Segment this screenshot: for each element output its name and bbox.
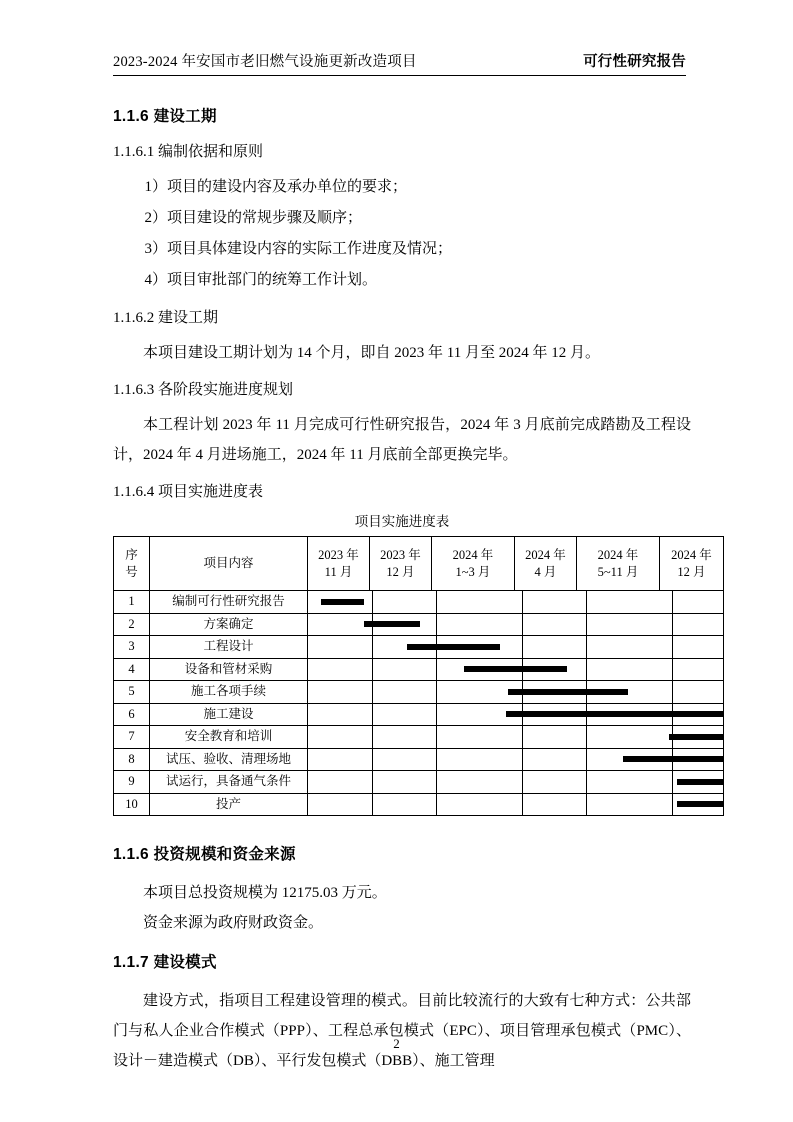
- cell-gantt-lane: [308, 591, 724, 614]
- cell-task-name: 施工各项手续: [150, 681, 308, 704]
- column-header-month-2024-4: 2024 年 4 月: [515, 537, 577, 591]
- cell-task-name: 试运行，具备通气条件: [150, 771, 308, 794]
- column-header-month-2023-12: 2023 年 12 月: [370, 537, 432, 591]
- gantt-gridline: [672, 681, 673, 704]
- table-row: [114, 681, 724, 704]
- cell-task-name: 试压、验收、清理场地: [150, 748, 308, 771]
- project-schedule-table: [113, 536, 724, 816]
- gantt-lane: [308, 771, 723, 793]
- gantt-bar: [508, 689, 628, 695]
- cell-row-number: 10: [114, 793, 150, 816]
- column-header-month-2023-11: 2023 年 11 月: [308, 537, 370, 591]
- cell-row-number: 7: [114, 726, 150, 749]
- gantt-gridline: [436, 681, 437, 704]
- gantt-gridline: [522, 591, 523, 614]
- table-header-row: [114, 537, 724, 591]
- gantt-gridline: [436, 749, 437, 772]
- gantt-gridline: [522, 794, 523, 817]
- cell-gantt-lane: [308, 703, 724, 726]
- gantt-gridline: [372, 726, 373, 749]
- gantt-gridline: [672, 591, 673, 614]
- cell-task-name: 方案确定: [150, 613, 308, 636]
- gantt-lane: [308, 726, 723, 748]
- table-row: [114, 636, 724, 659]
- gantt-bar: [669, 734, 723, 740]
- cell-row-number: 2: [114, 613, 150, 636]
- gantt-gridline: [672, 636, 673, 659]
- gantt-bar: [623, 756, 723, 762]
- table-row: [114, 771, 724, 794]
- cell-gantt-lane: [308, 726, 724, 749]
- gantt-bar: [677, 801, 723, 807]
- cell-task-name: 安全教育和培训: [150, 726, 308, 749]
- subsection-heading-schedule-table: 1.1.6.4 项目实施进度表: [113, 484, 264, 500]
- cell-task-name: 编制可行性研究报告: [150, 591, 308, 614]
- subsection-heading-period: 1.1.6.2 建设工期: [113, 310, 219, 326]
- header-document-type: 可行性研究报告: [583, 54, 686, 70]
- cell-gantt-lane: [308, 658, 724, 681]
- gantt-gridline: [436, 771, 437, 794]
- gantt-lane: [308, 704, 723, 726]
- gantt-gridline: [672, 614, 673, 637]
- cell-gantt-lane: [308, 613, 724, 636]
- column-header-no: 序 号: [114, 537, 150, 591]
- table-body: [114, 591, 724, 816]
- gantt-gridline: [586, 636, 587, 659]
- paragraph-period: 本项目建设工期计划为 14 个月，即自 2023 年 11 月至 2024 年 12 月。: [143, 345, 600, 361]
- header-project-title: 2023-2024 年安国市老旧燃气设施更新改造项目: [113, 54, 417, 70]
- running-header: [113, 52, 686, 76]
- cell-row-number: 6: [114, 703, 150, 726]
- gantt-bar: [364, 621, 420, 627]
- gantt-bar: [506, 711, 723, 717]
- table-row: [114, 703, 724, 726]
- gantt-bar: [464, 666, 568, 672]
- column-header-month-2024-1-3: 2024 年 1~3 月: [432, 537, 515, 591]
- gantt-gridline: [372, 681, 373, 704]
- cell-row-number: 4: [114, 658, 150, 681]
- gantt-gridline: [672, 794, 673, 817]
- subsection-heading-phase-plan: 1.1.6.3 各阶段实施进度规划: [113, 382, 294, 398]
- gantt-gridline: [672, 659, 673, 682]
- table-header: [114, 537, 724, 591]
- gantt-gridline: [522, 749, 523, 772]
- paragraph-funding-source: 资金来源为政府财政资金。: [143, 915, 324, 931]
- gantt-gridline: [522, 726, 523, 749]
- gantt-gridline: [372, 704, 373, 727]
- gantt-gridline: [522, 614, 523, 637]
- gantt-lane: [308, 614, 723, 636]
- page-number: 2: [393, 1036, 400, 1051]
- cell-task-name: 施工建设: [150, 703, 308, 726]
- paragraph-phase-plan: 本工程计划 2023 年 11 月完成可行性研究报告，2024 年 3 月底前完成踏勘及工程设计，2024 年 4 月进场施工，2024 年 11 月底前全部更换完毕。: [113, 417, 691, 463]
- cell-row-number: 5: [114, 681, 150, 704]
- table-row: [114, 793, 724, 816]
- gantt-bar: [321, 599, 364, 605]
- cell-row-number: 9: [114, 771, 150, 794]
- gantt-gridline: [436, 704, 437, 727]
- document-body: [113, 92, 712, 1076]
- gantt-gridline: [586, 771, 587, 794]
- table-row: [114, 613, 724, 636]
- gantt-gridline: [672, 771, 673, 794]
- list-item: 1）项目的建设内容及承办单位的要求；: [144, 179, 408, 195]
- column-header-month-2024-5-11: 2024 年 5~11 月: [577, 537, 660, 591]
- gantt-gridline: [436, 591, 437, 614]
- gantt-lane: [308, 794, 723, 816]
- cell-gantt-lane: [308, 748, 724, 771]
- cell-row-number: 8: [114, 748, 150, 771]
- gantt-gridline: [436, 726, 437, 749]
- gantt-gridline: [586, 591, 587, 614]
- cell-gantt-lane: [308, 681, 724, 704]
- section-heading-construction-mode: 1.1.7 建设模式: [113, 954, 217, 971]
- gantt-lane: [308, 591, 723, 613]
- table-row: [114, 658, 724, 681]
- list-item: 2）项目建设的常规步骤及顺序；: [144, 210, 363, 226]
- cell-gantt-lane: [308, 793, 724, 816]
- gantt-gridline: [436, 794, 437, 817]
- cell-task-name: 工程设计: [150, 636, 308, 659]
- subsection-heading-basis-and-principles: 1.1.6.1 编制依据和原则: [113, 144, 264, 160]
- gantt-gridline: [522, 771, 523, 794]
- gantt-gridline: [372, 591, 373, 614]
- gantt-gridline: [586, 749, 587, 772]
- cell-task-name: 投产: [150, 793, 308, 816]
- table-row: [114, 726, 724, 749]
- column-header-item: 项目内容: [150, 537, 308, 591]
- gantt-gridline: [372, 749, 373, 772]
- paragraph-investment-scale: 本项目总投资规模为 12175.03 万元。: [143, 885, 387, 901]
- table-row: [114, 591, 724, 614]
- list-item: 3）项目具体建设内容的实际工作进度及情况；: [144, 241, 453, 257]
- gantt-gridline: [586, 614, 587, 637]
- gantt-gridline: [586, 659, 587, 682]
- cell-gantt-lane: [308, 636, 724, 659]
- gantt-gridline: [372, 771, 373, 794]
- gantt-lane: [308, 659, 723, 681]
- gantt-gridline: [436, 614, 437, 637]
- gantt-bar: [677, 779, 723, 785]
- gantt-gridline: [436, 659, 437, 682]
- paragraph-construction-mode: 建设方式，指项目工程建设管理的模式。目前比较流行的大致有七种方式：公共部门与私人企业合作模式（PPP）、工程总承包模式（EPC）、项目管理承包模式（PMC）、设计－建造模式（DB）、平行发包模式（DBB）、施工管理: [113, 993, 691, 1069]
- section-heading-construction-period: 1.1.6 建设工期: [113, 108, 217, 125]
- list-item: 4）项目审批部门的统筹工作计划。: [144, 272, 378, 288]
- cell-row-number: 3: [114, 636, 150, 659]
- cell-task-name: 设备和管材采购: [150, 658, 308, 681]
- column-header-month-2024-12: 2024 年 12 月: [660, 537, 724, 591]
- table-caption: 项目实施进度表: [354, 514, 450, 529]
- section-heading-investment: 1.1.6 投资规模和资金来源: [113, 846, 296, 863]
- gantt-gridline: [586, 726, 587, 749]
- cell-row-number: 1: [114, 591, 150, 614]
- cell-gantt-lane: [308, 771, 724, 794]
- gantt-bar: [407, 644, 500, 650]
- gantt-lane: [308, 749, 723, 771]
- gantt-lane: [308, 681, 723, 703]
- table-row: [114, 748, 724, 771]
- gantt-gridline: [372, 636, 373, 659]
- gantt-gridline: [372, 794, 373, 817]
- gantt-gridline: [522, 636, 523, 659]
- gantt-gridline: [372, 659, 373, 682]
- gantt-gridline: [586, 794, 587, 817]
- gantt-lane: [308, 636, 723, 658]
